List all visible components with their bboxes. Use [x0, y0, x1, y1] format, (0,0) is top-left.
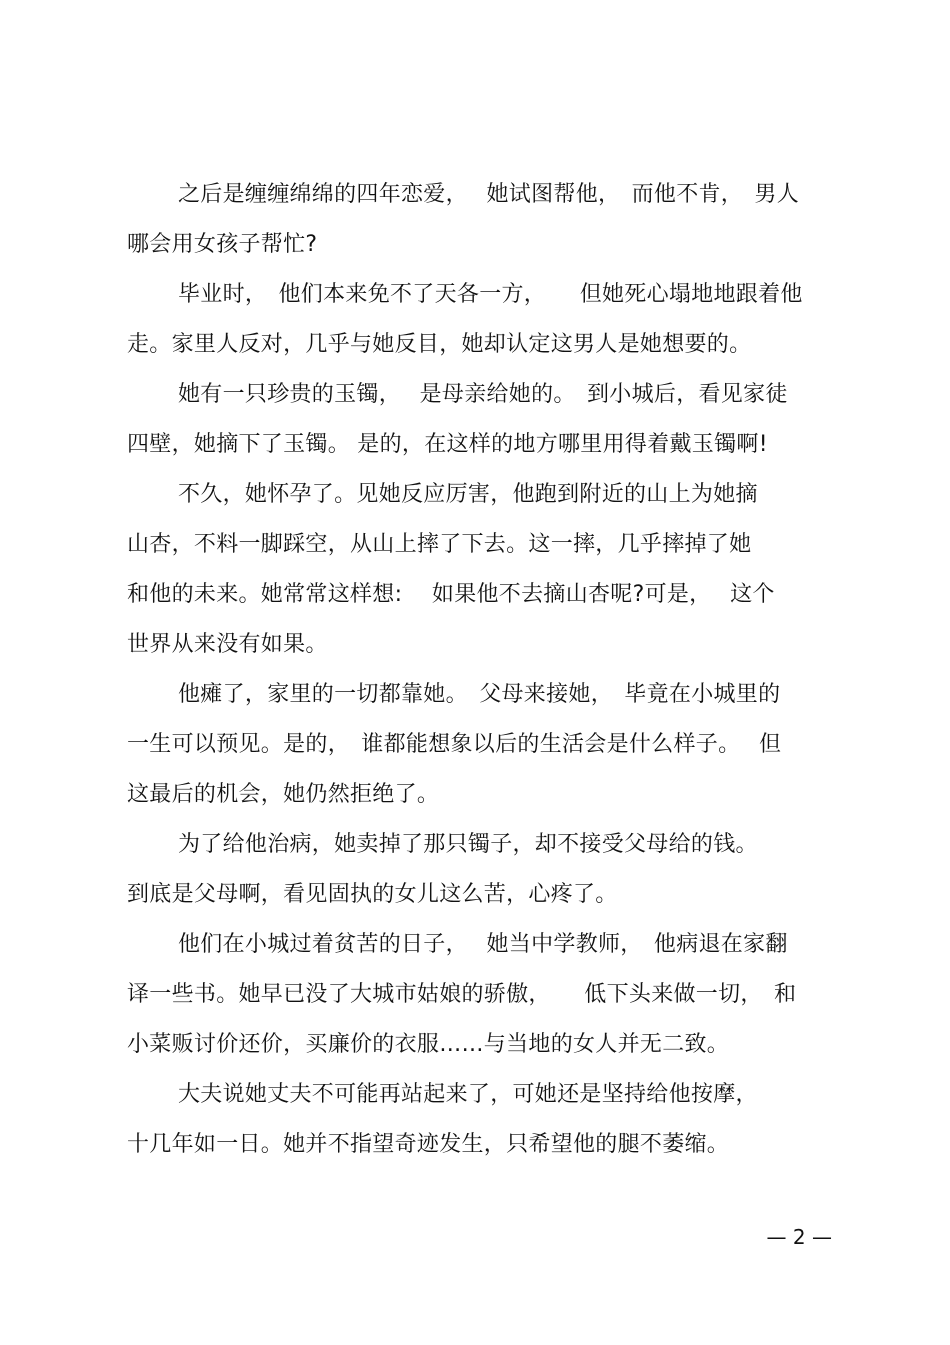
text-line: 哪会用女孩子帮忙? [127, 232, 318, 257]
page-number: — 2 — [766, 1225, 832, 1249]
text-line: 译一些书。她早已没了大城市姑娘的骄傲， 低下头来做一切， 和 [127, 982, 797, 1007]
text-line: 一生可以预见。是的， 谁都能想象以后的生活会是什么样子。 但 [127, 732, 782, 757]
text-line: 之后是缠缠绵绵的四年恋爱， 她试图帮他， 而他不肯， 男人 [178, 182, 799, 207]
text-line: 他瘫了，家里的一切都靠她。 父母来接她， 毕竟在小城里的 [178, 682, 781, 707]
text-line: 世界从来没有如果。 [127, 632, 328, 657]
text-line: 和他的未来。她常常这样想: 如果他不去摘山杏呢?可是， 这个 [127, 582, 775, 607]
text-line: 他们在小城过着贫苦的日子， 她当中学教师， 他病退在家翻 [178, 932, 788, 957]
text-line: 到底是父母啊，看见固执的女儿这么苦，心疼了。 [127, 882, 618, 907]
text-line: 十几年如一日。她并不指望奇迹发生，只希望他的腿不萎缩。 [127, 1132, 730, 1157]
text-line: 不久，她怀孕了。见她反应厉害，他跑到附近的山上为她摘 [178, 482, 758, 507]
text-line: 山杏，不料一脚踩空，从山上摔了下去。这一摔，几乎摔掉了她 [127, 532, 752, 557]
text-line: 这最后的机会，她仍然拒绝了。 [127, 782, 440, 807]
text-line: 毕业时， 他们本来免不了天各一方， 但她死心塌地地跟着他 [178, 282, 803, 307]
text-line: 为了给他治病，她卖掉了那只镯子，却不接受父母给的钱。 [178, 832, 758, 857]
text-line: 四壁，她摘下了玉镯。 是的，在这样的地方哪里用得着戴玉镯啊! [127, 432, 768, 457]
text-line: 大夫说她丈夫不可能再站起来了，可她还是坚持给他按摩， [178, 1082, 758, 1107]
text-line: 小菜贩讨价还价，买廉价的衣服……与当地的女人并无二致。 [127, 1032, 730, 1057]
text-line: 走。家里人反对，几乎与她反目，她却认定这男人是她想要的。 [127, 332, 752, 357]
text-line: 她有一只珍贵的玉镯， 是母亲给她的。 到小城后，看见家徒 [178, 382, 788, 407]
